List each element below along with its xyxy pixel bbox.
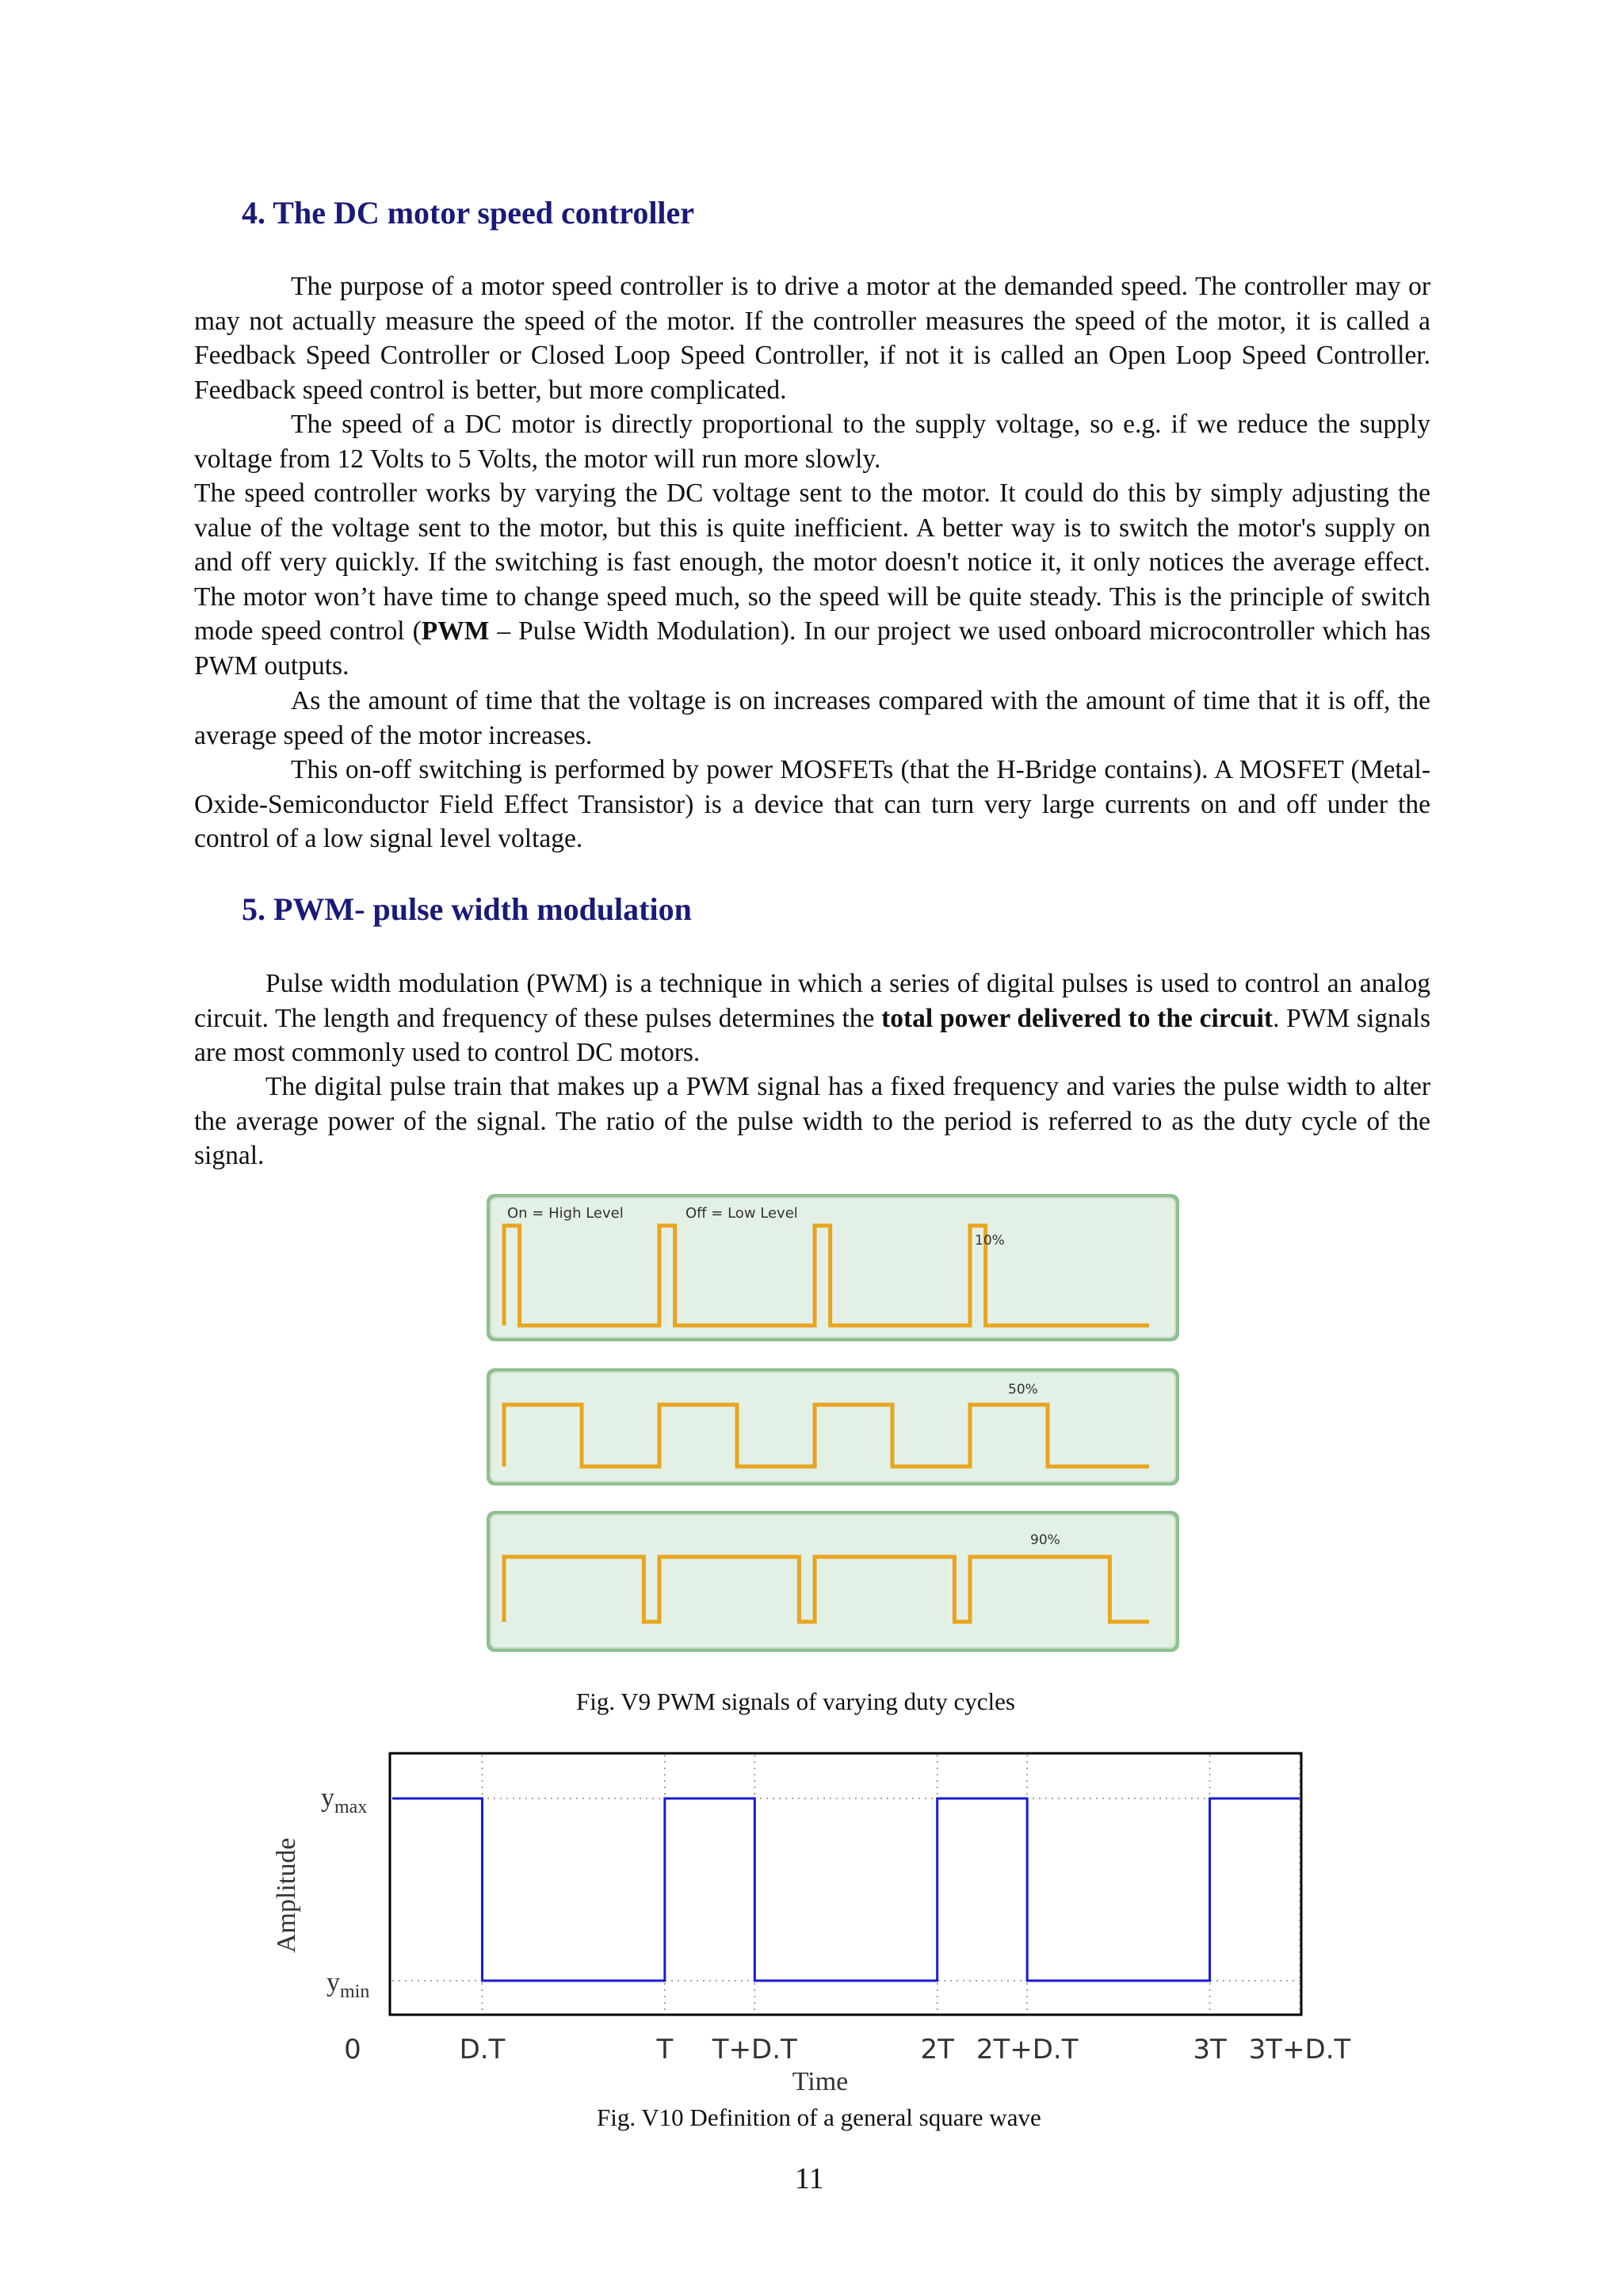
pwm-panel-inner (491, 1515, 1175, 1648)
x-tick-label: 0 (344, 2034, 361, 2065)
duty-label-50%: 50% (1008, 1382, 1038, 1398)
legend-off-label: Off = Low Level (685, 1205, 798, 1222)
section-5-paragraph-2: The digital pulse train that makes up a PWM signal has a fixed frequency and varies the pulse width to alter the average power of the signal. The ratio of the pulse width to the period is referred to as the duty cycle of the signal. (194, 1072, 1430, 1170)
x-tick-label: T (656, 2034, 674, 2065)
plot-frame (390, 1753, 1301, 2015)
pwm-duty-cycle-figure (485, 1192, 1182, 1652)
square-wave-line (392, 1798, 1300, 1981)
section-5-paragraph-1: Pulse width modulation (PWM) is a technique in which a series of digital pulses is used to control an analog circuit. The length and frequency of these pulses determines the total power delivered to the circuit. PWM signals are most commonly used to control DC motors. (194, 969, 1430, 1067)
x-axis-label: Time (792, 2067, 849, 2096)
y-axis-label: Amplitude (272, 1837, 301, 1953)
section-5-heading: 5. PWM- pulse width modulation (242, 891, 692, 927)
pwm-bold: PWM (421, 616, 490, 646)
duty-label-90%: 90% (1030, 1532, 1060, 1548)
section-4-paragraph-3: The speed controller works by varying the DC voltage sent to the motor. It could do this by simply adjusting the value of the voltage sent to the motor, but this is quite inefficient. A better way is to switch the motor's supply on and off very quickly. If the switching is fast enough, the motor doesn't notice it, it only notices the average effect. The motor won’t have time to change speed much, so the speed will be quite steady. This is the principle of switch mode speed control (PWM – Pulse Width Modulation). In our project we used onboard microcontroller which has PWM outputs. (194, 479, 1431, 681)
x-tick-label: D.T (459, 2034, 506, 2065)
section-4-paragraph-5: This on-off switching is performed by power MOSFETs (that the H-Bridge contains). A MOSFET (Metal-Oxide-Semiconductor Field Effect Transistor) is a device that can turn very large currents on and off under the control of a low signal level voltage. (194, 755, 1430, 853)
x-tick-label: 2T (920, 2034, 954, 2065)
fig-v9-caption: Fig. V9 PWM signals of varying duty cycles (576, 1688, 1015, 1715)
y-tick-ymin: $y_{min}$ (327, 1968, 370, 2002)
total-power-bold: total power delivered to the circuit (881, 1003, 1274, 1033)
duty-label-10%: 10% (975, 1233, 1005, 1249)
section-4-paragraph-4: As the amount of time that the voltage is on increases compared with the amount of time that it is off, the average speed of the motor increases. (194, 686, 1430, 750)
section-4-paragraph-1: The purpose of a motor speed controller is to drive a motor at the demanded speed. The controller may or may not actually measure the speed of the motor. If the controller measures the speed of the motor, it is called a Feedback Speed Controller or Closed Loop Speed Controller, if not it is called an Open Loop Speed Controller. Feedback speed control is better, but more complicated. (194, 272, 1430, 405)
section-4-paragraph-2: The speed of a DC motor is directly proportional to the supply voltage, so e.g. if we reduce the supply voltage from 12 Volts to 5 Volts, the motor will run more slowly. (194, 410, 1430, 474)
fig-v10-caption: Fig. V10 Definition of a general square wave (597, 2103, 1041, 2131)
square-wave-figure (269, 1743, 1351, 2107)
legend-on-label: On = High Level (507, 1205, 624, 1222)
y-tick-ymax: $y_{max}$ (321, 1783, 368, 1817)
x-tick-label: 3T (1193, 2034, 1227, 2065)
x-tick-label: 2T+D.T (976, 2034, 1079, 2065)
page-number: 11 (795, 2162, 824, 2195)
x-tick-label: 3T+D.T (1248, 2034, 1351, 2065)
x-tick-label: T+D.T (712, 2034, 797, 2065)
section-4-heading: 4. The DC motor speed controller (242, 195, 695, 231)
